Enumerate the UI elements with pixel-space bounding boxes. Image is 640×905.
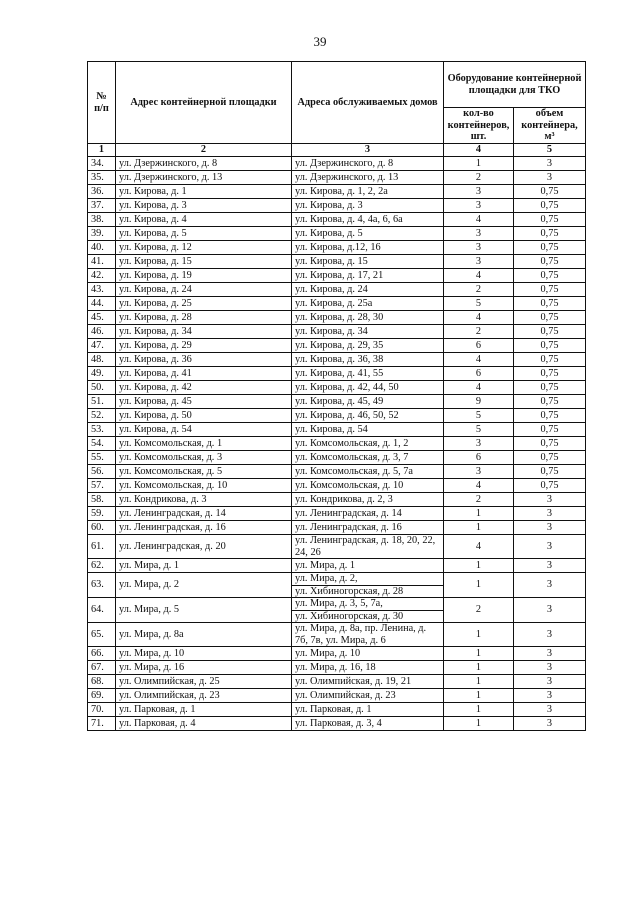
container-count: 3 [444,227,514,241]
table-row [88,703,586,717]
site-address: ул. Дзержинского, д. 8 [116,157,292,171]
table-row [88,199,586,213]
served-houses [292,311,444,325]
table-row [88,395,586,409]
table-row [88,423,586,437]
container-count: 4 [444,269,514,283]
container-volume: 0,75 [514,451,586,465]
row-number: 51. [88,395,116,409]
container-volume: 3 [514,521,586,535]
row-number: 59. [88,507,116,521]
house-address: ул. Олимпийская, д. 19, 21 [295,675,412,687]
row-number: 53. [88,423,116,437]
site-address: ул. Кирова, д. 4 [116,213,292,227]
site-address: ул. Кирова, д. 24 [116,283,292,297]
table-row [88,409,586,423]
table-row [88,339,586,353]
house-address: ул. Кирова, д. 5 [295,227,363,239]
site-address: ул. Кондрикова, д. 3 [116,493,292,507]
container-volume: 0,75 [514,381,586,395]
header-volume: объем контейнера, м³ [514,108,586,144]
table-row [88,689,586,703]
row-number: 62. [88,559,116,573]
house-address: ул. Кирова, д. 46, 50, 52 [295,409,399,421]
header-count: кол-во контейнеров, шт. [444,108,514,144]
house-address: ул. Кирова, д. 34 [295,325,368,337]
site-address: ул. Ленинградская, д. 16 [116,521,292,535]
site-address: ул. Кирова, д. 15 [116,255,292,269]
container-sites-table [87,61,586,731]
served-houses [292,661,444,675]
site-address: ул. Кирова, д. 25 [116,297,292,311]
house-address: ул. Парковая, д. 1 [295,703,372,715]
site-address: ул. Комсомольская, д. 3 [116,451,292,465]
served-houses [292,451,444,465]
container-volume: 3 [514,623,586,647]
container-volume: 0,75 [514,367,586,381]
table-row [88,325,586,339]
container-volume: 0,75 [514,339,586,353]
house-address: ул. Кирова, д. 28, 30 [295,311,384,323]
container-volume: 0,75 [514,325,586,339]
served-houses [292,157,444,171]
site-address: ул. Комсомольская, д. 10 [116,479,292,493]
house-address: ул. Кондрикова, д. 2, 3 [295,493,393,505]
site-address: ул. Кирова, д. 41 [116,367,292,381]
served-houses [292,227,444,241]
row-number: 57. [88,479,116,493]
served-houses [292,507,444,521]
house-address: ул. Кирова, д. 41, 55 [295,367,384,379]
site-address: ул. Мира, д. 8а [116,623,292,647]
served-houses [292,409,444,423]
container-volume: 0,75 [514,199,586,213]
row-number: 60. [88,521,116,535]
table-row [88,661,586,675]
row-number: 70. [88,703,116,717]
container-volume: 3 [514,647,586,661]
row-number: 54. [88,437,116,451]
served-houses [292,675,444,689]
site-address: ул. Кирова, д. 54 [116,423,292,437]
container-volume: 3 [514,689,586,703]
header-houses: Адреса обслуживаемых домов [292,62,444,144]
container-volume: 0,75 [514,409,586,423]
house-address: ул. Мира, д. 10 [295,647,361,659]
table-row [88,353,586,367]
container-count: 9 [444,395,514,409]
container-count: 1 [444,521,514,535]
row-number: 67. [88,661,116,675]
row-number: 48. [88,353,116,367]
table-row [88,311,586,325]
house-address: ул. Мира, д. 1 [295,559,356,571]
container-count: 2 [444,325,514,339]
served-houses [292,535,444,559]
table-row [88,493,586,507]
container-count: 3 [444,185,514,199]
container-volume: 3 [514,507,586,521]
site-address: ул. Кирова, д. 12 [116,241,292,255]
served-houses [292,171,444,185]
container-count: 1 [444,157,514,171]
container-volume: 3 [514,171,586,185]
row-number: 65. [88,623,116,647]
served-houses [292,703,444,717]
container-count: 2 [444,171,514,185]
served-houses [292,493,444,507]
container-volume: 3 [514,717,586,731]
table-row [88,381,586,395]
served-houses [292,367,444,381]
house-address: ул. Кирова, д. 4, 4а, 6, 6а [295,213,403,225]
row-number: 55. [88,451,116,465]
container-volume: 3 [514,675,586,689]
row-number: 46. [88,325,116,339]
row-number: 43. [88,283,116,297]
container-volume: 3 [514,703,586,717]
row-number: 40. [88,241,116,255]
house-address: ул. Комсомольская, д. 1, 2 [295,437,409,449]
house-address: ул. Комсомольская, д. 5, 7а [295,465,413,477]
house-address: ул. Кирова, д. 1, 2, 2а [295,185,388,197]
row-number: 39. [88,227,116,241]
site-address: ул. Кирова, д. 5 [116,227,292,241]
site-address: ул. Кирова, д. 1 [116,185,292,199]
house-address: ул. Комсомольская, д. 10 [295,479,404,491]
site-address: ул. Мира, д. 10 [116,647,292,661]
served-houses [292,199,444,213]
table-row [88,598,586,623]
house-address: ул. Хибиногорская, д. 30 [292,610,443,623]
row-number: 63. [88,573,116,598]
container-count: 4 [444,535,514,559]
served-houses [292,623,444,647]
house-address: ул. Кирова, д.12, 16 [295,241,381,253]
site-address: ул. Комсомольская, д. 5 [116,465,292,479]
house-address: ул. Кирова, д. 24 [295,283,368,295]
container-volume: 0,75 [514,227,586,241]
house-address: ул. Кирова, д. 29, 35 [295,339,384,351]
row-number: 69. [88,689,116,703]
container-volume: 3 [514,573,586,598]
table-row [88,185,586,199]
site-address: ул. Мира, д. 2 [116,573,292,598]
house-address: ул. Мира, д. 3, 5, 7а, [295,598,383,610]
table-row [88,157,586,171]
served-houses [292,598,444,623]
served-houses [292,325,444,339]
container-volume: 0,75 [514,437,586,451]
served-houses [292,283,444,297]
table-row [88,171,586,185]
container-count: 4 [444,479,514,493]
container-volume: 0,75 [514,465,586,479]
house-address: ул. Кирова, д. 54 [295,423,368,435]
site-address: ул. Ленинградская, д. 20 [116,535,292,559]
container-count: 5 [444,423,514,437]
row-number: 41. [88,255,116,269]
container-volume: 0,75 [514,423,586,437]
container-volume: 3 [514,535,586,559]
house-address: ул. Кирова, д. 25а [295,297,373,309]
house-address: ул. Комсомольская, д. 3, 7 [295,451,409,463]
served-houses [292,353,444,367]
site-address: ул. Олимпийская, д. 23 [116,689,292,703]
row-number: 38. [88,213,116,227]
container-count: 4 [444,381,514,395]
container-count: 3 [444,199,514,213]
table-row [88,437,586,451]
site-address: ул. Мира, д. 16 [116,661,292,675]
container-count: 3 [444,255,514,269]
container-count: 3 [444,465,514,479]
container-count: 4 [444,213,514,227]
index-cell: 3 [292,144,444,157]
container-count: 1 [444,573,514,598]
container-volume: 3 [514,493,586,507]
row-number: 52. [88,409,116,423]
house-address: ул. Мира, д. 16, 18 [295,661,376,673]
container-count: 2 [444,598,514,623]
house-address: ул. Олимпийская, д. 23 [295,689,396,701]
table-row [88,573,586,598]
table-row [88,269,586,283]
site-address: ул. Кирова, д. 34 [116,325,292,339]
header-site-address: Адрес контейнерной площадки [116,62,292,144]
table-row [88,559,586,573]
container-count: 1 [444,689,514,703]
site-address: ул. Кирова, д. 36 [116,353,292,367]
site-address: ул. Кирова, д. 28 [116,311,292,325]
house-address: ул. Ленинградская, д. 14 [295,507,402,519]
container-volume: 0,75 [514,255,586,269]
served-houses [292,339,444,353]
table-row [88,465,586,479]
row-number: 49. [88,367,116,381]
row-number: 58. [88,493,116,507]
index-cell: 1 [88,144,116,157]
row-number: 44. [88,297,116,311]
container-volume: 0,75 [514,479,586,493]
site-address: ул. Кирова, д. 50 [116,409,292,423]
served-houses [292,647,444,661]
container-count: 6 [444,367,514,381]
site-address: ул. Кирова, д. 42 [116,381,292,395]
served-houses [292,479,444,493]
served-houses [292,395,444,409]
house-address: ул. Хибиногорская, д. 28 [292,585,443,598]
table-row [88,297,586,311]
container-volume: 0,75 [514,297,586,311]
index-cell: 5 [514,144,586,157]
container-volume: 0,75 [514,269,586,283]
served-houses [292,241,444,255]
container-volume: 3 [514,157,586,171]
header-num: № п/п [88,62,116,144]
site-address: ул. Мира, д. 1 [116,559,292,573]
site-address: ул. Ленинградская, д. 14 [116,507,292,521]
table-row [88,255,586,269]
index-cell: 4 [444,144,514,157]
row-number: 36. [88,185,116,199]
served-houses [292,185,444,199]
container-count: 1 [444,623,514,647]
row-number: 71. [88,717,116,731]
container-count: 1 [444,559,514,573]
site-address: ул. Парковая, д. 1 [116,703,292,717]
table-row [88,521,586,535]
site-address: ул. Олимпийская, д. 25 [116,675,292,689]
house-address: ул. Парковая, д. 3, 4 [295,717,382,729]
table-row [88,367,586,381]
row-number: 61. [88,535,116,559]
container-volume: 0,75 [514,213,586,227]
row-number: 56. [88,465,116,479]
table-row [88,451,586,465]
served-houses [292,269,444,283]
site-address: ул. Кирова, д. 3 [116,199,292,213]
container-count: 1 [444,703,514,717]
site-address: ул. Парковая, д. 4 [116,717,292,731]
container-count: 1 [444,717,514,731]
row-number: 45. [88,311,116,325]
served-houses [292,297,444,311]
container-count: 1 [444,507,514,521]
site-address: ул. Комсомольская, д. 1 [116,437,292,451]
container-count: 6 [444,339,514,353]
served-houses [292,559,444,573]
container-count: 1 [444,647,514,661]
site-address: ул. Кирова, д. 19 [116,269,292,283]
table-row [88,647,586,661]
container-volume: 0,75 [514,185,586,199]
served-houses [292,423,444,437]
container-count: 3 [444,437,514,451]
table-row [88,507,586,521]
container-count: 5 [444,409,514,423]
row-number: 47. [88,339,116,353]
container-count: 1 [444,675,514,689]
container-volume: 0,75 [514,311,586,325]
house-address: ул. Кирова, д. 3 [295,199,363,211]
table-row [88,283,586,297]
served-houses [292,255,444,269]
container-volume: 0,75 [514,283,586,297]
container-count: 4 [444,353,514,367]
site-address: ул. Мира, д. 5 [116,598,292,623]
house-address: ул. Кирова, д. 17, 21 [295,269,384,281]
served-houses [292,573,444,598]
table-row [88,535,586,559]
container-count: 3 [444,241,514,255]
table-row [88,241,586,255]
table-row [88,717,586,731]
house-address: ул. Дзержинского, д. 13 [295,171,399,183]
served-houses [292,717,444,731]
table-row [88,675,586,689]
container-count: 5 [444,297,514,311]
table-row [88,623,586,647]
container-volume: 0,75 [514,241,586,255]
table-row [88,479,586,493]
row-number: 66. [88,647,116,661]
row-number: 64. [88,598,116,623]
row-number: 42. [88,269,116,283]
house-address: ул. Ленинградская, д. 18, 20, 22, 24, 26 [295,535,436,558]
row-number: 37. [88,199,116,213]
table-row [88,227,586,241]
house-address: ул. Дзержинского, д. 8 [295,157,394,169]
container-volume: 0,75 [514,395,586,409]
container-volume: 3 [514,661,586,675]
container-count: 6 [444,451,514,465]
served-houses [292,381,444,395]
house-address: ул. Ленинградская, д. 16 [295,521,402,533]
site-address: ул. Дзержинского, д. 13 [116,171,292,185]
house-address: ул. Кирова, д. 42, 44, 50 [295,381,399,393]
row-number: 34. [88,157,116,171]
row-number: 68. [88,675,116,689]
row-number: 35. [88,171,116,185]
house-address: ул. Кирова, д. 15 [295,255,368,267]
container-count: 2 [444,283,514,297]
served-houses [292,213,444,227]
served-houses [292,465,444,479]
site-address: ул. Кирова, д. 29 [116,339,292,353]
served-houses [292,689,444,703]
served-houses [292,437,444,451]
header-equipment: Оборудование контейнерной площадки для ТКО [444,62,586,108]
container-volume: 3 [514,559,586,573]
page-number: 39 [313,34,327,49]
site-address: ул. Кирова, д. 45 [116,395,292,409]
served-houses [292,521,444,535]
table-row [88,213,586,227]
container-count: 4 [444,311,514,325]
index-cell: 2 [116,144,292,157]
row-number: 50. [88,381,116,395]
container-count: 2 [444,493,514,507]
house-address: ул. Кирова, д. 45, 49 [295,395,384,407]
container-volume: 3 [514,598,586,623]
house-address: ул. Мира, д. 8а, пр. Ленина, д. 7б, 7в, ул. Мира, д. 6 [295,623,427,646]
container-volume: 0,75 [514,353,586,367]
house-address: ул. Кирова, д. 36, 38 [295,353,384,365]
container-count: 1 [444,661,514,675]
house-address: ул. Мира, д. 2, [295,573,358,585]
